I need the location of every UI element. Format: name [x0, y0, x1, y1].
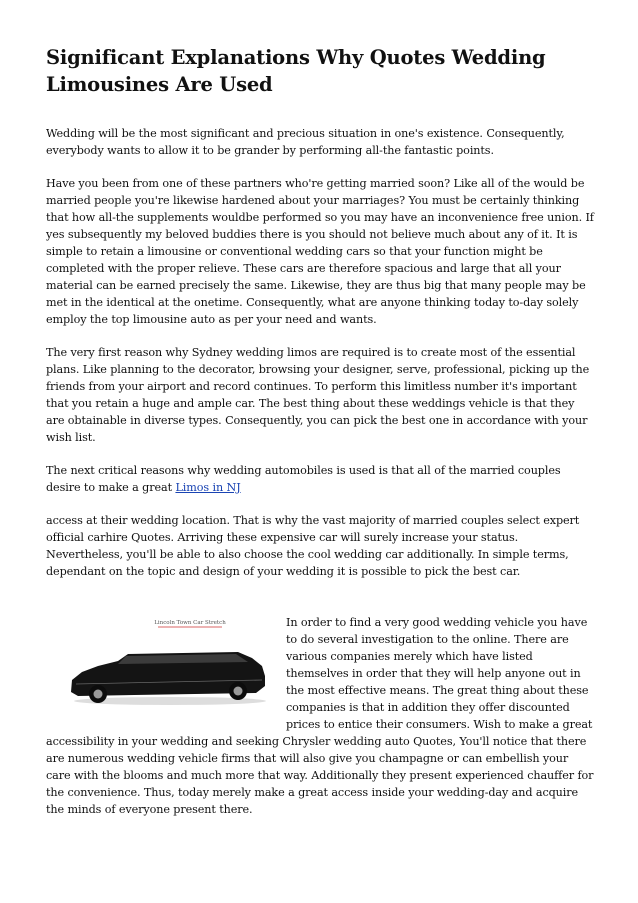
figure-with-text: [46, 614, 594, 818]
front-hubcap: [94, 690, 103, 699]
document-page: [46, 44, 594, 818]
paragraph-partners: Have you been from one of these partners who're getting married soon? Like all of the would be married people you're likewise hardened about your marriages? You must be certainly thinking that how all-the supplements wouldbe performed so you may have an inconvenience free union. If yes subsequently my beloved buddies there is you should not believe much about any of it. It is simple to retain a limousine or conventional wedding cars so that your function might be completed with the proper relieve. These cars are therefore spacious and large that all your material can be earned precisely the same. Likewise, they are thus big that many people may be met in the identical at the onetime. Consequently, what are anyone thinking today to-day solely employ the top limousine auto as per your need and wants.: [46, 177, 594, 326]
limousine-image: [58, 614, 276, 722]
paragraph-find-vehicle: In order to find a very good wedding vehicle you have to do several investigation to the online. There are various companies merely which have listed themselves in order that they will help anyone out in the most effective means. The great thing about these companies is that in addition they offer discounted prices to entice their consumers. Wish to make a great accessibility in your wedding and seeking Chrysler wedding auto Quotes, You'll notice that there are numerous wedding vehicle firms that will also give you champagne or can embellish your care with the blooms and much more that way. Additionally they present experienced chauffer for the convenience. Thus, today merely make a great access inside your wedding-day and acquire the minds of everyone present there.: [46, 616, 594, 816]
limousine-illustration: [58, 614, 276, 722]
paragraph-access: access at their wedding location. That is why the vast majority of married couples select expert official carhire Quotes. Arriving these expensive car will surely increase your status. Nevertheless, you'll be able to also choose the cool wedding car additionally. In simple terms, dependant on the topic and design of your wedding it is possible to pick the best car.: [46, 514, 580, 578]
page-title: Significant Explanations Why Quotes Wedding Limousines Are Used: [46, 46, 546, 96]
limos-in-nj-link[interactable]: Limos in NJ: [175, 481, 241, 494]
figure-caption: Lincoln Town Car Stretch: [154, 620, 226, 626]
paragraph-next-reason: [46, 462, 594, 496]
paragraph-next-reason-text: The next critical reasons why wedding automobiles is used is that all of the married couples desire to make a great: [46, 464, 561, 494]
paragraph-intro: Wedding will be the most significant and precious situation in one's existence. Consequently, everybody wants to allow it to be grander by performing all-the fantastic points.: [46, 127, 565, 157]
rear-hubcap: [234, 687, 243, 696]
paragraph-first-reason: The very first reason why Sydney wedding limos are required is to create most of the essential plans. Like planning to the decorator, browsing your designer, serve, professional, picking up the friends from your airport and record continues. To perform this limitless number it's important that you retain a huge and ample car. The best thing about these weddings vehicle is that they are obtainable in diverse types. Consequently, you can pick the best one in accordance with your wish list.: [46, 346, 590, 444]
